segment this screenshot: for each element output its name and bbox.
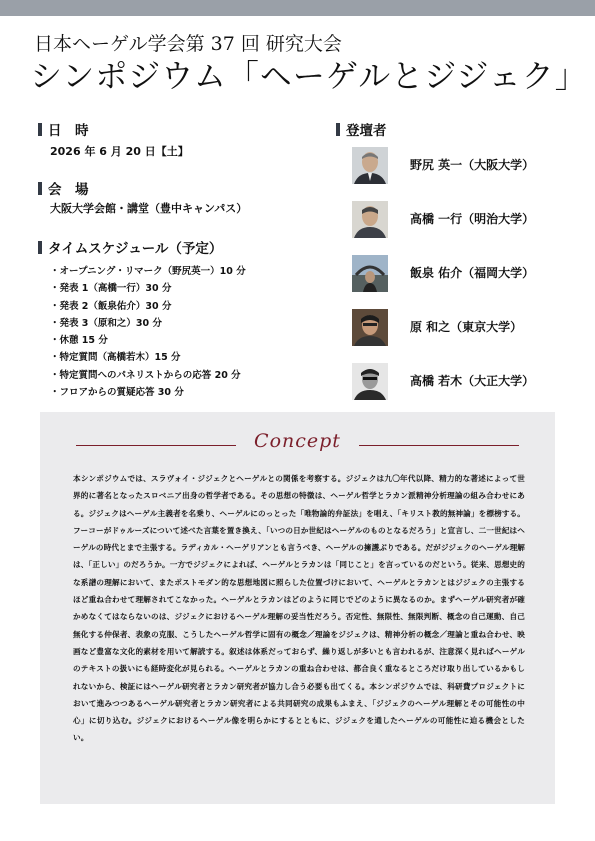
date-value: 2026 年 6 月 20 日【土】: [50, 145, 189, 158]
schedule-item: ・オープニング・リマーク（野尻英一）10 分: [50, 266, 246, 277]
speaker-list: [352, 145, 582, 415]
section-marker: [38, 182, 42, 195]
date-label: 日 時: [48, 123, 89, 139]
speaker-item: [352, 307, 582, 361]
schedule-item: ・フロアからの質疑応答 30 分: [50, 387, 184, 399]
date-heading: [38, 122, 89, 140]
event-title: シンポジウム「ヘーゲルとジジェク」: [30, 57, 588, 95]
speakers-label: 登壇者: [346, 123, 387, 139]
portrait-photo: [352, 309, 388, 346]
schedule-item: ・発表 3（原和之）30 分: [50, 317, 162, 329]
portrait-photo: [352, 255, 388, 292]
top-band: [0, 0, 595, 16]
schedule-heading: [38, 240, 222, 258]
speakers-heading: [336, 122, 387, 140]
speaker-name: 高橋 一行（明治大学）: [410, 212, 535, 226]
schedule-item: ・発表 2（飯泉佑介）30 分: [50, 300, 172, 312]
speaker-item: [352, 199, 582, 253]
speaker-item: [352, 361, 582, 415]
concept-text: 本シンポジウムでは、スラヴォイ・ジジェクとヘーゲルとの関係を考察する。ジジェクは九〇年代以降、精力的な著述によって世界的に著名となったスロベニア出身の哲学者である。その思想の特徴は、ヘーゲル哲学とラカン派精神分析理論の組み合わせにある。ジジェクはヘーゲル主義者を名乗り、ヘーゲルにのっとった「唯物論的弁証法」を唱え、「キリスト教的無神論」を標榜する。フーコーがドゥルーズについて述べた言葉を置き換え、「いつの日か世紀はヘーゲルのものとなるだろう」と宣言し、二一世紀はヘーゲルの時代とまで主張する。ラディカル・ヘーゲリアンとも言うべき、ヘーゲルの擁護ぶりである。だがジジェクのヘーゲル理解は、「正しい」のだろうか。一方でジジェクによれば、ヘーゲルとラカンは「同じこと」を言っているのだという。従来、思想史的な系譜の理解において、またポストモダン的な思想地図に照らした位置づけにおいて、ヘーゲルとラカンとはジジェクの主張するほど重ね合わせて理解されてこなかった。ヘーゲルとラカンはどのように同じでどのように異なるのか。まずヘーゲル研究者が確かめなくてはならないのは、ジジェクにおけるヘーゲル理解の妥当性だろう。否定性、無限性、無限判断、概念の自己運動、自己無化する仲保者、表象の克服、こうしたヘーゲル哲学に固有の概念／理論をジジェクは、精神分析の概念／理論と重ね合わせ、映画など豊富な文化的素材を用いて解読する。叙述は体系だっておらず、繰り返しが多いとも言われるが、注意深く見ればヘーゲルのテキストの扱いにも経時変化が見られる。ヘーゲルとラカンの重ね合わせは、都合良く重なるところだけ取り出しているかもしれないから、検証にはヘーゲル研究者とラカン研究者が協力し合う必要も出てくる。本シンポジウムでは、科研費プロジェクトにおいて進みつつあるヘーゲル研究者とラカン研究者による共同研究の成果もふまえ、「ジジェクのヘーゲル理解とその可能性の中心」に切り込む。ジジェクにおけるヘーゲル像を明らかにするとともに、ジジェクを通したヘーゲルの可能性に迫る機会としたい。: [73, 474, 525, 743]
section-marker: [336, 123, 340, 136]
schedule-item: ・休憩 15 分: [50, 335, 108, 347]
schedule-item: ・発表 1（高橋一行）30 分: [50, 283, 172, 295]
speaker-name: 野尻 英一（大阪大学）: [410, 158, 535, 172]
speaker-item: [352, 145, 582, 199]
concept-rule-right: [359, 445, 519, 446]
concept-title: Concept: [254, 430, 341, 452]
portrait-photo: [352, 363, 388, 400]
speaker-name: 原 和之（東京大学）: [410, 320, 523, 334]
event-subtitle: 日本ヘーゲル学会第 37 回 研究大会: [34, 33, 342, 55]
speaker-name: 高橋 若木（大正大学）: [410, 374, 535, 388]
schedule-list: [50, 263, 246, 401]
venue-value: 大阪大学会館・講堂（豊中キャンパス）: [50, 202, 248, 215]
schedule-label: タイムスケジュール（予定）: [48, 241, 223, 257]
section-marker: [38, 123, 42, 136]
venue-label: 会 場: [48, 182, 89, 198]
speaker-name: 飯泉 佑介（福岡大学）: [410, 266, 535, 280]
schedule-item: ・特定質問へのパネリストからの応答 20 分: [50, 369, 241, 381]
section-marker: [38, 241, 42, 254]
portrait-photo: [352, 201, 388, 238]
venue-heading: [38, 181, 89, 199]
schedule-item: ・特定質問（高橋若木）15 分: [50, 352, 181, 364]
portrait-photo: [352, 147, 388, 184]
concept-panel: [40, 412, 555, 804]
speaker-item: [352, 253, 582, 307]
